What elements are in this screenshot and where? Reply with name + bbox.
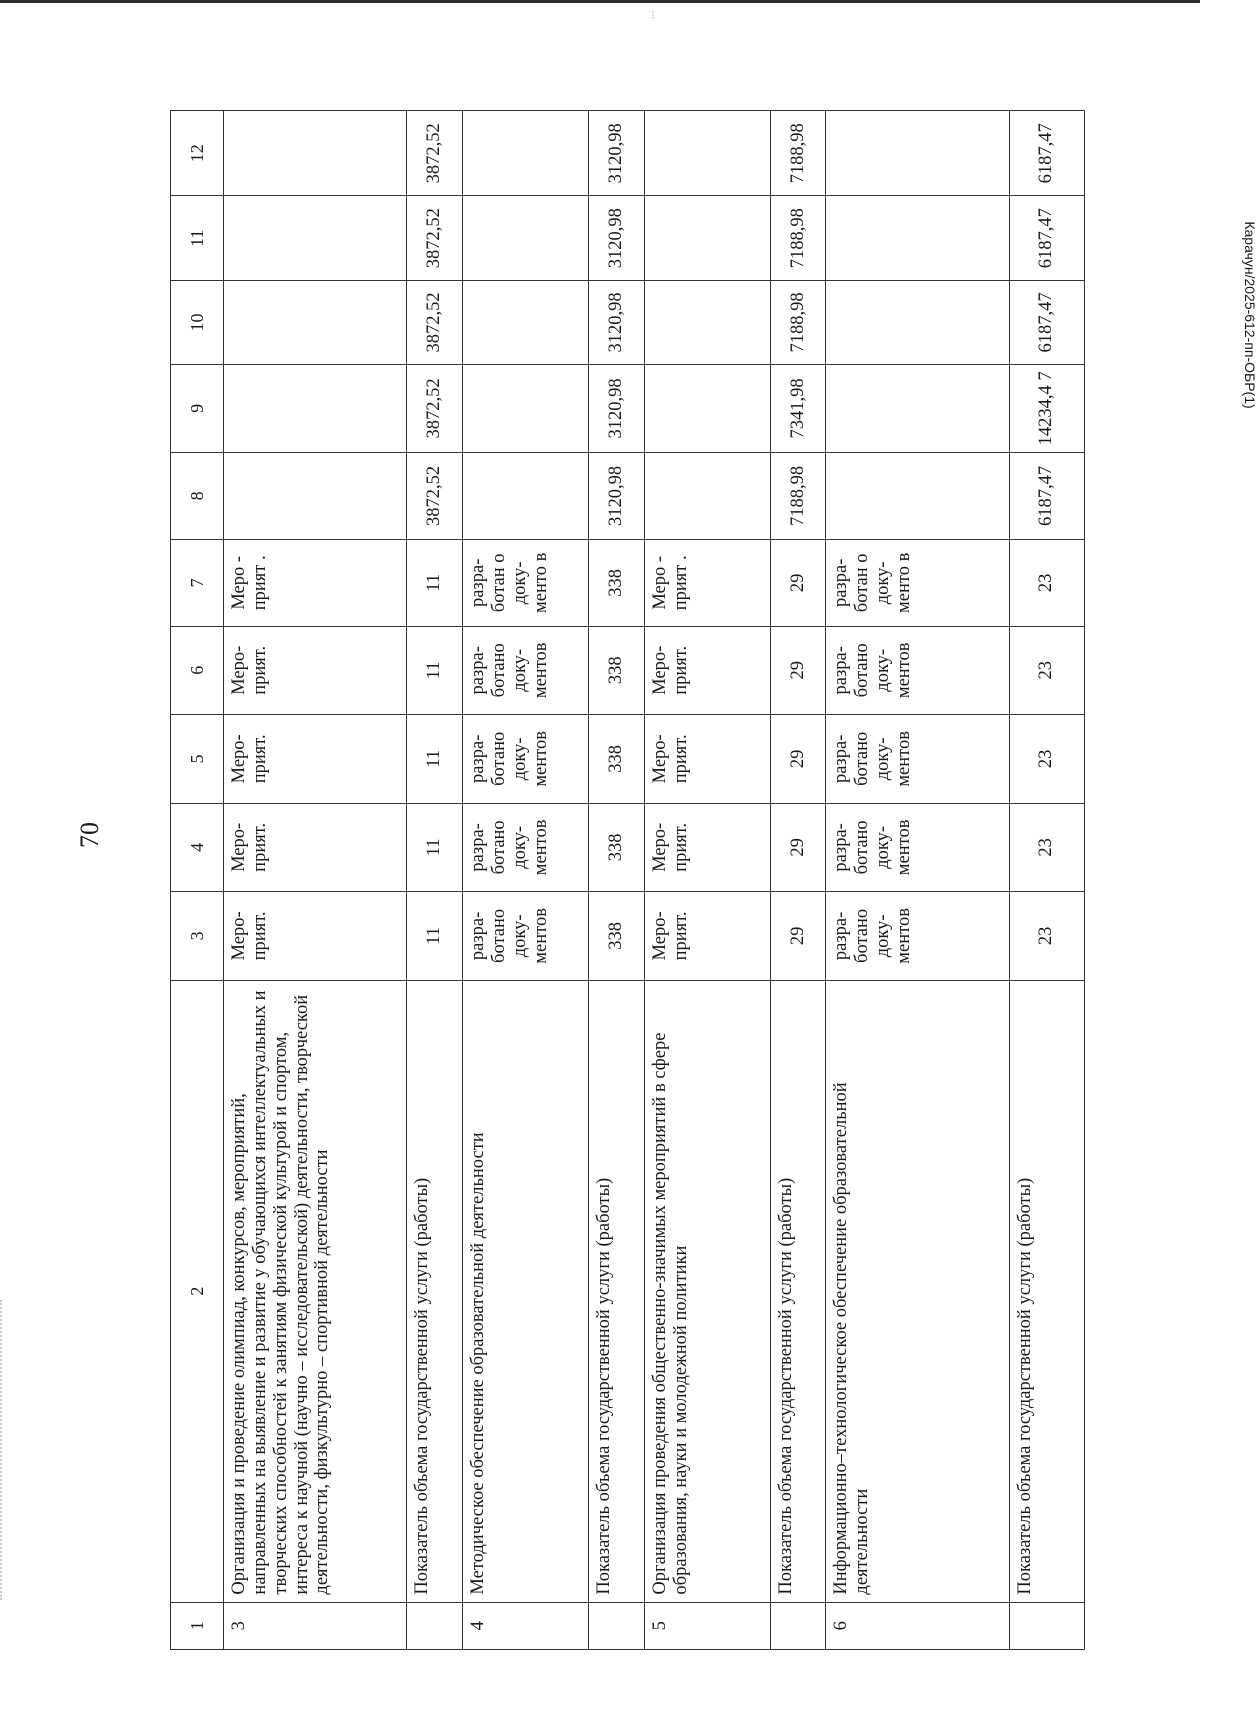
row-number bbox=[771, 1602, 826, 1649]
header-cell: 9 bbox=[171, 365, 224, 452]
unit-cell: разра-ботано доку-ментов bbox=[826, 715, 1009, 804]
value-cell bbox=[645, 452, 771, 539]
unit-cell: разра-ботано доку-ментов bbox=[463, 715, 589, 804]
table-row bbox=[826, 111, 1009, 1650]
value-cell bbox=[223, 280, 406, 364]
value-cell: 23 bbox=[1009, 803, 1084, 892]
unit-cell: Меро-прият. bbox=[223, 803, 406, 892]
row-number: 3 bbox=[223, 1602, 406, 1649]
value-cell: 6187,47 bbox=[1009, 111, 1084, 196]
value-cell: 3120,98 bbox=[589, 452, 645, 539]
value-cell: 29 bbox=[771, 803, 826, 892]
value-cell: 29 bbox=[771, 892, 826, 981]
table-row bbox=[223, 111, 406, 1650]
value-cell: 7188,98 bbox=[771, 452, 826, 539]
value-cell: 3120,98 bbox=[589, 365, 645, 452]
value-cell: 11 bbox=[407, 715, 463, 804]
header-cell: 10 bbox=[171, 280, 224, 364]
row-number: 6 bbox=[826, 1602, 1009, 1649]
value-cell: 23 bbox=[1009, 715, 1084, 804]
value-cell: 29 bbox=[771, 626, 826, 715]
value-cell bbox=[826, 280, 1009, 364]
value-cell bbox=[645, 111, 771, 196]
value-cell bbox=[463, 452, 589, 539]
value-cell: 23 bbox=[1009, 626, 1084, 715]
table-frame bbox=[170, 110, 1085, 1650]
indicator-label: Показатель объема государственной услуги (работы) bbox=[771, 980, 826, 1602]
indicator-label: Показатель объема государственной услуги (работы) bbox=[407, 980, 463, 1602]
table-row bbox=[645, 111, 771, 1650]
rotated-table-wrapper bbox=[170, 110, 1085, 1650]
header-cell: 4 bbox=[171, 803, 224, 892]
value-cell: 11 bbox=[407, 626, 463, 715]
row-number bbox=[407, 1602, 463, 1649]
value-cell: 7188,98 bbox=[771, 280, 826, 364]
value-cell bbox=[223, 111, 406, 196]
indicator-label: Показатель объема государственной услуги (работы) bbox=[1009, 980, 1084, 1602]
value-cell: 3120,98 bbox=[589, 196, 645, 280]
value-cell: 3872,52 bbox=[407, 452, 463, 539]
value-cell: 3872,52 bbox=[407, 111, 463, 196]
value-cell: 7341,98 bbox=[771, 365, 826, 452]
header-cell: 7 bbox=[171, 540, 224, 626]
unit-cell: разра-ботано доку-ментов bbox=[463, 803, 589, 892]
value-cell bbox=[645, 280, 771, 364]
value-cell bbox=[645, 365, 771, 452]
value-cell bbox=[223, 196, 406, 280]
scan-top-edge bbox=[0, 0, 1200, 3]
header-cell: 6 bbox=[171, 626, 224, 715]
value-cell: 6187,47 bbox=[1009, 452, 1084, 539]
value-cell bbox=[223, 365, 406, 452]
unit-cell: разра-ботано доку-ментов bbox=[826, 892, 1009, 981]
value-cell: 11 bbox=[407, 892, 463, 981]
value-cell: 29 bbox=[771, 715, 826, 804]
header-cell: 12 bbox=[171, 111, 224, 196]
unit-cell: разра-ботано доку-ментов bbox=[463, 626, 589, 715]
value-cell bbox=[826, 452, 1009, 539]
activity-name: Организация проведения общественно-значимых мероприятий в сфере образования, науки и молодежной политики bbox=[645, 980, 771, 1602]
value-cell: 3872,52 bbox=[407, 280, 463, 364]
row-number bbox=[1009, 1602, 1084, 1649]
value-cell: 338 bbox=[589, 626, 645, 715]
value-cell: 7188,98 bbox=[771, 111, 826, 196]
value-cell bbox=[645, 196, 771, 280]
unit-cell: разра-ботан о доку-менто в bbox=[826, 540, 1009, 626]
value-cell: 3120,98 bbox=[589, 280, 645, 364]
unit-cell: разра-ботано доку-ментов bbox=[826, 626, 1009, 715]
header-cell: 3 bbox=[171, 892, 224, 981]
value-cell bbox=[463, 196, 589, 280]
scan-edge-dots bbox=[0, 1300, 5, 1600]
value-cell: 14234,4 7 bbox=[1009, 365, 1084, 452]
unit-cell: Меро-прият. bbox=[223, 626, 406, 715]
value-cell: 23 bbox=[1009, 892, 1084, 981]
value-cell: 7188,98 bbox=[771, 196, 826, 280]
value-cell bbox=[463, 365, 589, 452]
value-cell bbox=[826, 111, 1009, 196]
table-row bbox=[1009, 111, 1084, 1650]
value-cell: 338 bbox=[589, 892, 645, 981]
unit-cell: Меро-прият. bbox=[223, 715, 406, 804]
data-table bbox=[170, 110, 1085, 1650]
value-cell: 11 bbox=[407, 540, 463, 626]
row-number: 4 bbox=[463, 1602, 589, 1649]
value-cell bbox=[463, 111, 589, 196]
value-cell bbox=[463, 280, 589, 364]
table-row bbox=[589, 111, 645, 1650]
unit-cell: разра-ботано доку-ментов bbox=[826, 803, 1009, 892]
indicator-label: Показатель объема государственной услуги (работы) bbox=[589, 980, 645, 1602]
value-cell bbox=[826, 196, 1009, 280]
value-cell: 338 bbox=[589, 803, 645, 892]
value-cell: 11 bbox=[407, 803, 463, 892]
unit-cell: Меро-прият. bbox=[223, 892, 406, 981]
unit-cell: Меро-прият. bbox=[645, 892, 771, 981]
header-cell: 2 bbox=[171, 980, 224, 1602]
value-cell: 6187,47 bbox=[1009, 280, 1084, 364]
header-cell: 5 bbox=[171, 715, 224, 804]
unit-cell: Меро-прият. bbox=[645, 803, 771, 892]
row-number: 5 bbox=[645, 1602, 771, 1649]
table-row bbox=[463, 111, 589, 1650]
unit-cell: разра-ботано доку-ментов bbox=[463, 892, 589, 981]
activity-name: Организация и проведение олимпиад, конкурсов, мероприятий, направленных на выявление и развитие у обучающихся интеллектуальных и творческих способностей к занятиям физической культурой и спортом, интереса к научной (научно – исследовательской) деятельности, творческой деятельности, физкультурно – спортивной деятельности bbox=[223, 980, 406, 1602]
document-code: Карачун/2025-612-пп-ОБР(1) bbox=[1242, 221, 1258, 409]
value-cell bbox=[223, 452, 406, 539]
value-cell: 338 bbox=[589, 540, 645, 626]
activity-name: Информационно–технологическое обеспечение образовательной деятельности bbox=[826, 980, 1009, 1602]
value-cell: 23 bbox=[1009, 540, 1084, 626]
activity-name: Методическое обеспечение образовательной деятельности bbox=[463, 980, 589, 1602]
value-cell: 29 bbox=[771, 540, 826, 626]
unit-cell: Меро-прият. bbox=[645, 715, 771, 804]
value-cell: 3872,52 bbox=[407, 196, 463, 280]
page-number: 70 bbox=[75, 822, 104, 848]
value-cell: 338 bbox=[589, 715, 645, 804]
header-cell: 11 bbox=[171, 196, 224, 280]
unit-cell: Меро - прият . bbox=[645, 540, 771, 626]
value-cell: 6187,47 bbox=[1009, 196, 1084, 280]
header-cell: 8 bbox=[171, 452, 224, 539]
table-row bbox=[771, 111, 826, 1650]
value-cell: 3120,98 bbox=[589, 111, 645, 196]
unit-cell: Меро-прият. bbox=[645, 626, 771, 715]
scan-artifact: ⁝ bbox=[651, 8, 655, 22]
value-cell: 3872,52 bbox=[407, 365, 463, 452]
unit-cell: разра-ботан о доку-менто в bbox=[463, 540, 589, 626]
table-row bbox=[407, 111, 463, 1650]
header-cell: 1 bbox=[171, 1602, 224, 1649]
row-number bbox=[589, 1602, 645, 1649]
unit-cell: Меро - прият . bbox=[223, 540, 406, 626]
value-cell bbox=[826, 365, 1009, 452]
table-header-row bbox=[171, 111, 224, 1650]
